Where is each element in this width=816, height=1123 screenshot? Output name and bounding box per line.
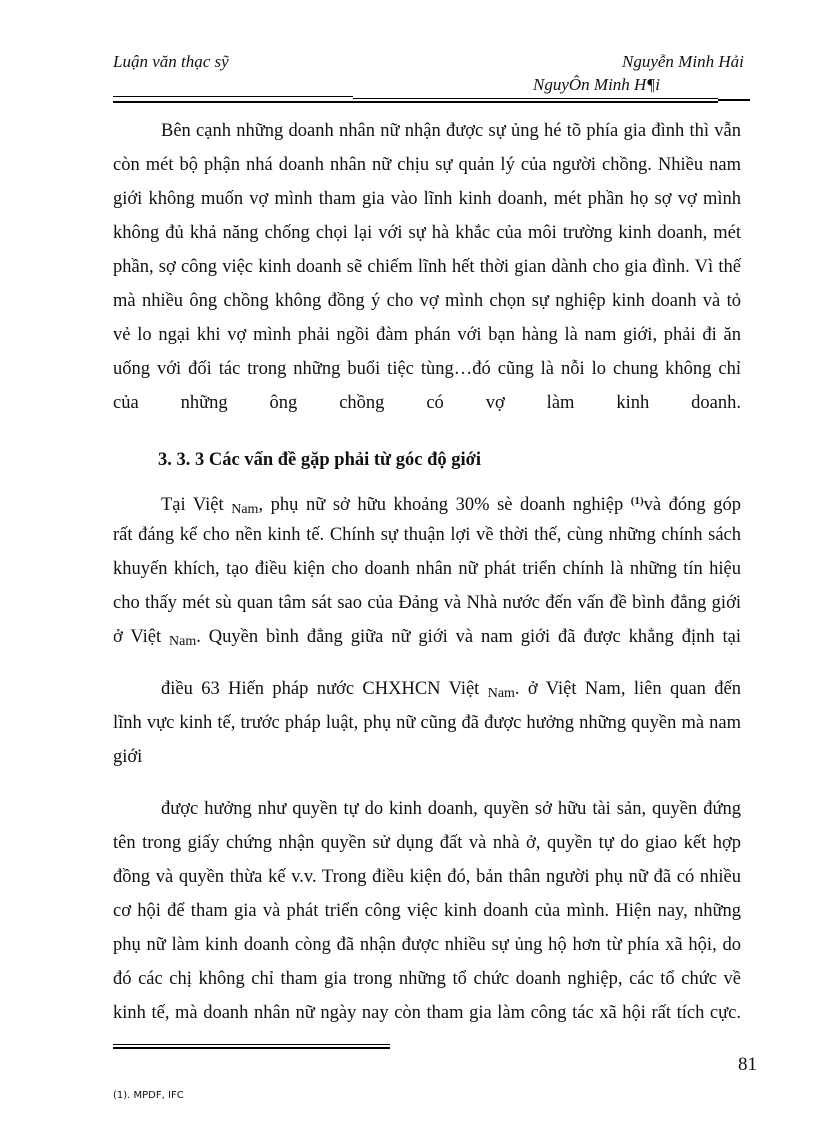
p2-line-1-a: Tại Việt: [161, 495, 224, 515]
p2-line-7: lĩnh vực kinh tế, trước pháp luật, phụ nữ cũng đã được hưởng những quyền mà nam: [113, 713, 741, 733]
p2-line-1-nam: Nam: [231, 502, 259, 517]
p3-line-1: được hưởng như quyền tự do kinh doanh, quyền sở hữu tài sản, quyền đứng: [161, 799, 741, 819]
header-rule-middle: [353, 98, 718, 99]
p1-line-2: còn mét bộ phận nhá doanh nhân nữ chịu sự quản lý của người chồng. Nhiều nam: [113, 155, 741, 175]
header-left: Luận văn thạc sỹ: [113, 52, 229, 71]
p1-line-5: phần, sợ công việc kinh doanh sẽ chiếm lĩnh hết thời gian dành cho gia đình. Vì thế: [113, 257, 741, 277]
footnote-rule-top: [113, 1044, 390, 1045]
header-rule-right: [718, 99, 750, 101]
p3-line-4: cơ hội để tham gia và phát triển công việc kinh doanh của mình. Hiện nay, những: [113, 901, 741, 921]
p2-line-5: [113, 626, 741, 653]
p2-line-5-nam: Nam: [169, 634, 197, 649]
header-author: Nguyễn Minh Hải: [622, 52, 744, 71]
header-rule-left: [113, 96, 353, 97]
p3-line-6: đó các chị không chỉ tham gia trong những tổ chức doanh nghiệp, các tổ chức về: [113, 969, 741, 989]
p2-line-1-c: và đóng góp: [643, 495, 742, 515]
p2-line-2: rất đáng kể cho nền kinh tế. Chính sự thuận lợi về thời thế, cùng những chính sách: [113, 525, 741, 545]
p1-line-4: không đủ khả năng chống chọi lại với sự hà khắc của môi trường kinh doanh, mét: [113, 223, 741, 243]
footnote-ref: (1): [630, 495, 644, 507]
p2-line-4: cho thấy mét sù quan tâm sát sao của Đảng và Nhà nước đến vấn đề bình đẳng giới: [113, 593, 741, 613]
p1-line-9: của những ông chồng có vợ làm kinh doanh.: [113, 393, 741, 413]
p2-line-1: [161, 490, 741, 521]
p3-line-2: tên trong giấy chứng nhận quyền sử dụng đất và nhà ở, quyền tự do giao kết hợp: [113, 833, 741, 853]
p2-line-6-b: . ở Việt Nam, liên quan đến: [514, 679, 741, 699]
p3-line-3: đồng và quyền thừa kế v.v. Trong điều kiện đó, bản thân người phụ nữ đã có nhiều: [113, 867, 741, 887]
p2-line-5-b: . Quyền bình đẳng giữa nữ giới và nam giới đã được khẳng định tại: [196, 627, 741, 647]
p2-line-3: khuyến khích, tạo điều kiện cho doanh nhân nữ phát triển chính là những tín hiệu: [113, 559, 741, 579]
header-rule-thick: [113, 101, 718, 103]
footnote-rule-bottom: [113, 1047, 390, 1049]
p3-line-7: kinh tế, mà doanh nhân nữ ngày nay còn tham gia làm công tác xã hội rất tích cực.: [113, 1003, 741, 1023]
p1-line-6: mà nhiều ông chồng không đồng ý cho vợ mình chọn sự nghiệp kinh doanh và tỏ: [113, 291, 741, 311]
page-number: 81: [738, 1054, 757, 1075]
p1-line-3: giới không muốn vợ mình tham gia vào lĩnh kinh doanh, mét phần họ sợ vợ mình: [113, 189, 741, 209]
p3-line-5: phụ nữ làm kinh doanh còng đã nhận được nhiều sự ủng hộ hơn từ phía xã hội, do: [113, 935, 741, 955]
section-heading: 3. 3. 3 Các vấn đề gặp phải từ góc độ giới: [158, 450, 482, 470]
p1-line-7: vẻ lo ngại khi vợ mình phải ngồi đàm phán với bạn hàng là nam giới, phải đi ăn: [113, 325, 741, 345]
p2-line-8: giới: [113, 747, 143, 767]
header-author-garbled: NguyÔn Minh H¶i: [533, 75, 660, 94]
p2-line-6: [161, 678, 741, 705]
p2-line-1-b: , phụ nữ sở hữu khoảng 30% sè doanh nghiệp: [258, 495, 624, 515]
p2-line-6-a: điều 63 Hiến pháp nước CHXHCN Việt: [161, 679, 480, 699]
p1-line-1: Bên cạnh những doanh nhân nữ nhận được sự ủng hé tõ phía gia đình thì vẫn: [161, 121, 741, 141]
p1-line-8: uống với đối tác trong những buổi tiệc tùng…đó cũng là nỗi lo chung không chỉ: [113, 359, 741, 379]
p2-line-6-nam: Nam: [487, 686, 515, 701]
p2-line-5-a: ở Việt: [113, 627, 162, 647]
footnote-text: (1). MPDF, IFC: [113, 1090, 184, 1101]
